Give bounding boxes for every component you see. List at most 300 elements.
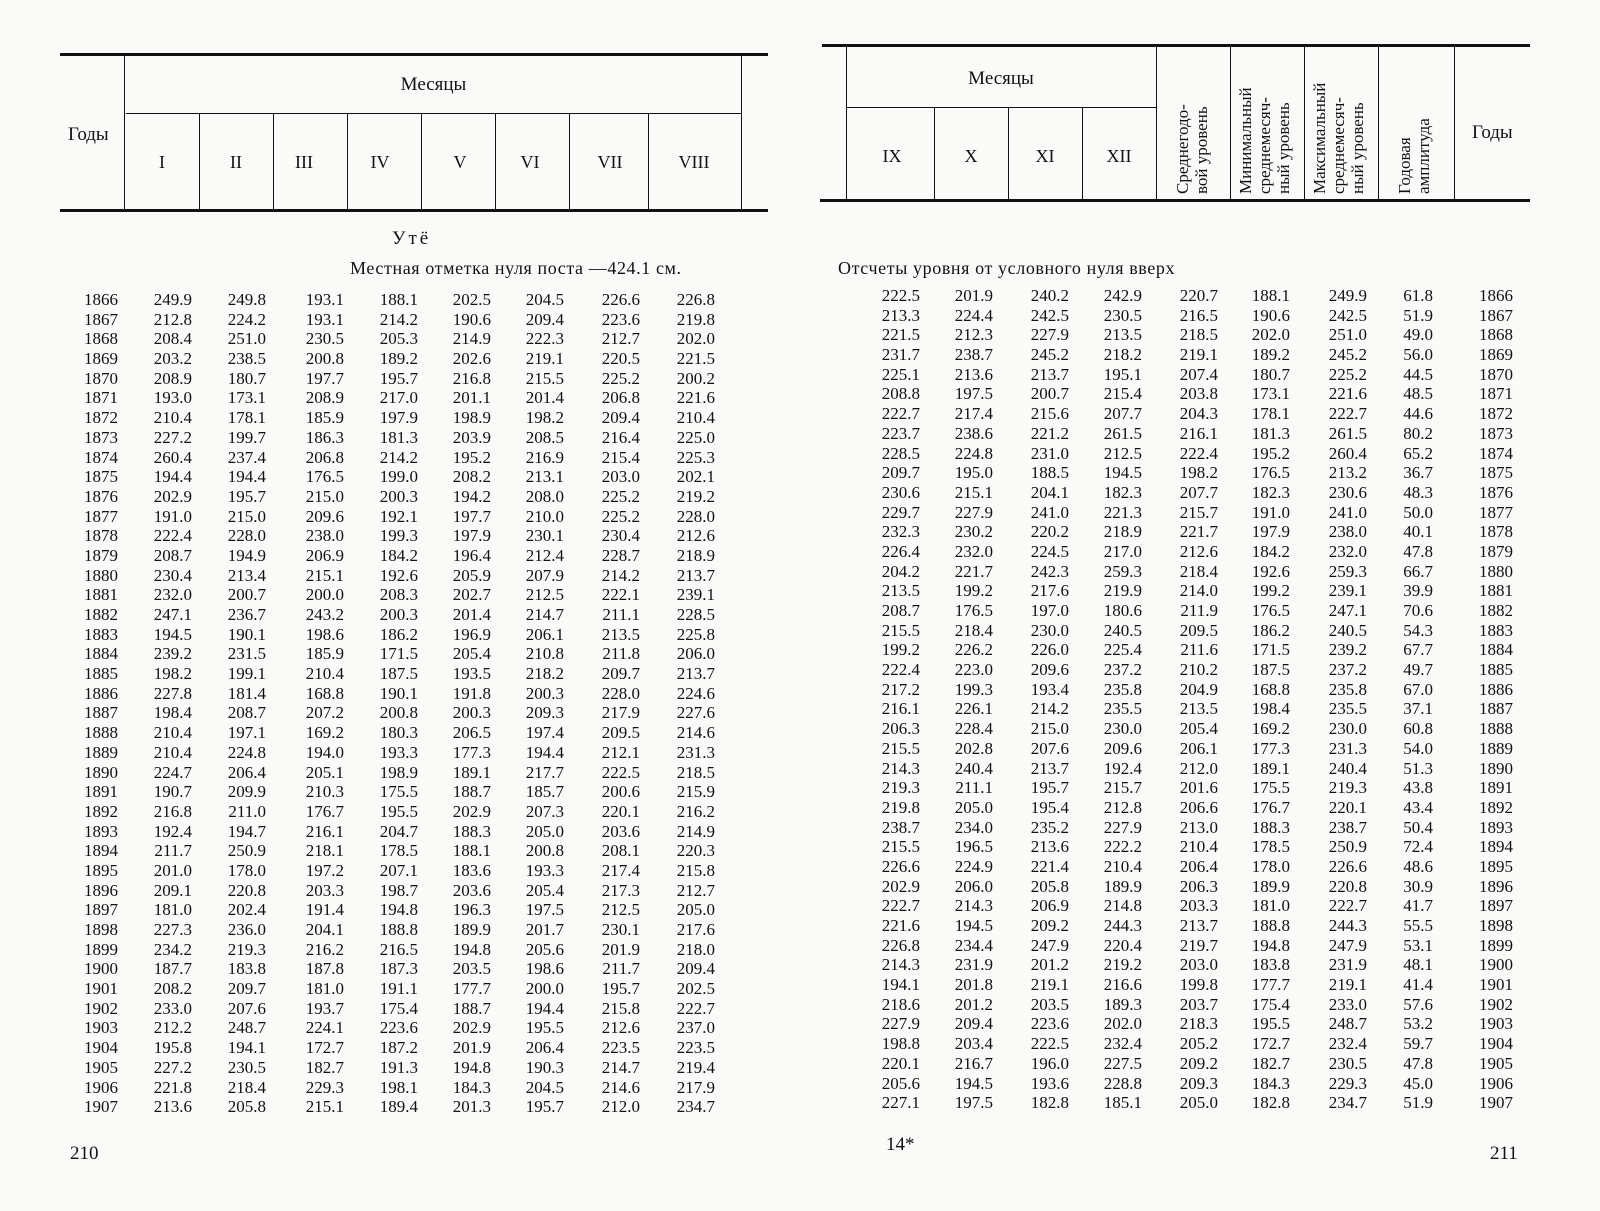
table-cell: 193.5 [452, 664, 491, 684]
table-cell: 197.9 [379, 408, 418, 428]
table-cell: 193.3 [379, 742, 418, 762]
table-cell: 219.3 [227, 939, 266, 959]
col-divider [1378, 47, 1379, 199]
table-cell: 199.0 [379, 467, 418, 487]
table-cell: 208.2 [153, 979, 192, 999]
table-cell: 200.3 [379, 486, 418, 506]
table-cell: 237.2 [1103, 660, 1142, 680]
table-cell: 47.8 [1403, 541, 1433, 561]
table-cell: 1906 [84, 1077, 118, 1097]
table-cell: 30.9 [1403, 876, 1433, 896]
table-cell: 201.4 [525, 388, 564, 408]
table-cell: 1899 [84, 939, 118, 959]
table-cell: 200.7 [1030, 384, 1069, 404]
table-cell: 251.0 [227, 329, 266, 349]
table-cell: 202.4 [227, 900, 266, 920]
table-cell: 206.1 [1179, 738, 1218, 758]
month-header: X [964, 146, 978, 166]
table-row [0, 448, 800, 468]
table-cell: 233.0 [1328, 994, 1367, 1014]
table-cell: 216.4 [601, 427, 640, 447]
table-cell: 221.6 [881, 916, 920, 935]
table-cell: 226.8 [881, 935, 920, 955]
table-cell: 189.4 [379, 1097, 418, 1117]
table-cell: 181.3 [379, 427, 418, 447]
table-cell: 218.3 [1179, 1014, 1218, 1034]
table-cell: 241.0 [1030, 502, 1069, 522]
table-row [800, 798, 1600, 818]
table-cell: 231.0 [1030, 443, 1069, 463]
table-cell: 219.1 [1030, 975, 1069, 995]
table-row [0, 566, 800, 586]
table-cell: 234.7 [676, 1097, 715, 1117]
table-cell: 216.5 [1179, 305, 1218, 325]
table-cell: 183.8 [1251, 955, 1290, 975]
table-cell: 221.2 [1030, 423, 1069, 443]
table-cell: 220.5 [601, 349, 640, 369]
table-cell: 214.2 [379, 309, 418, 329]
table-cell: 187.2 [379, 1038, 418, 1058]
table-cell: 197.9 [1251, 522, 1290, 542]
table-cell: 182.8 [1030, 1093, 1069, 1113]
table-row [0, 408, 800, 428]
table-cell: 1883 [84, 624, 118, 644]
table-cell: 206.0 [954, 876, 993, 896]
table-row [0, 1038, 800, 1058]
table-row [0, 585, 800, 605]
table-cell: 178.5 [379, 841, 418, 861]
table-cell: 176.5 [954, 601, 993, 620]
table-cell: 247.9 [1328, 935, 1367, 955]
table-cell: 48.1 [1403, 955, 1433, 975]
table-cell: 208.3 [379, 585, 418, 605]
table-cell: 205.2 [1179, 1034, 1218, 1054]
table-cell: 209.7 [881, 463, 920, 483]
table-cell: 181.0 [1251, 896, 1290, 916]
table-cell: 237.2 [1328, 660, 1367, 680]
table-cell: 222.2 [1103, 837, 1142, 857]
table-cell: 1904 [84, 1038, 118, 1058]
table-cell: 212.4 [525, 545, 564, 565]
table-cell: 198.1 [379, 1077, 418, 1097]
table-cell: 49.0 [1403, 325, 1433, 345]
table-cell: 221.5 [676, 349, 715, 369]
table-cell: 242.5 [1328, 305, 1367, 325]
table-cell: 208.4 [153, 329, 192, 349]
table-cell: 208.7 [153, 545, 192, 565]
table-cell: 227.9 [881, 1014, 920, 1034]
table-cell: 202.0 [1103, 1014, 1142, 1034]
table-cell: 193.7 [305, 998, 344, 1018]
table-cell: 1885 [1479, 660, 1513, 680]
col-divider [124, 56, 125, 209]
table-cell: 201.4 [452, 605, 491, 624]
table-cell: 213.7 [676, 565, 715, 585]
month-header: XI [1035, 146, 1055, 166]
table-cell: 210.3 [305, 782, 344, 802]
table-cell: 1900 [1479, 955, 1513, 975]
table-cell: 234.4 [954, 935, 993, 955]
table-cell: 205.4 [1179, 719, 1218, 739]
table-cell: 207.4 [1179, 364, 1218, 384]
table-cell: 205.1 [305, 762, 344, 782]
table-row [800, 463, 1600, 483]
table-cell: 198.7 [379, 880, 418, 900]
table-cell: 202.5 [676, 979, 715, 999]
table-cell: 217.3 [601, 880, 640, 900]
table-cell: 247.9 [1030, 935, 1069, 955]
table-cell: 213.7 [1030, 364, 1069, 384]
table-cell: 230.5 [1328, 1053, 1367, 1073]
table-cell: 219.3 [881, 778, 920, 798]
table-row [800, 1054, 1600, 1074]
right-data-table [800, 286, 1600, 1113]
table-cell: 259.3 [1103, 561, 1142, 581]
table-cell: 196.5 [954, 837, 993, 857]
table-cell: 232.3 [881, 522, 920, 542]
table-cell: 218.4 [954, 620, 993, 640]
table-cell: 232.0 [954, 541, 993, 561]
table-cell: 231.9 [954, 955, 993, 975]
table-cell: 1884 [1479, 640, 1513, 660]
table-cell: 232.4 [1328, 1034, 1367, 1054]
table-cell: 197.5 [954, 1093, 993, 1113]
table-cell: 224.8 [227, 742, 266, 762]
table-cell: 1866 [84, 290, 118, 309]
table-cell: 222.1 [601, 585, 640, 605]
table-cell: 1889 [84, 742, 118, 762]
table-row [800, 444, 1600, 464]
table-cell: 172.7 [305, 1038, 344, 1058]
table-cell: 1881 [84, 585, 118, 605]
table-cell: 203.5 [1030, 994, 1069, 1014]
table-cell: 208.9 [305, 388, 344, 408]
table-cell: 217.4 [601, 860, 640, 880]
table-cell: 215.9 [676, 782, 715, 802]
table-cell: 41.4 [1403, 975, 1433, 995]
table-cell: 221.3 [1103, 502, 1142, 522]
table-cell: 194.0 [305, 742, 344, 762]
header-line: Минимальный [1236, 87, 1255, 194]
table-cell: 228.5 [676, 605, 715, 624]
table-cell: 223.6 [379, 1018, 418, 1038]
table-cell: 226.4 [881, 541, 920, 561]
table-cell: 194.1 [227, 1038, 266, 1058]
table-cell: 1874 [1479, 443, 1513, 463]
table-cell: 211.7 [602, 959, 640, 979]
table-cell: 216.1 [1179, 423, 1218, 443]
table-cell: 201.0 [153, 860, 192, 880]
table-cell: 43.8 [1403, 778, 1433, 798]
table-cell: 188.1 [1251, 286, 1290, 305]
table-cell: 48.5 [1403, 384, 1433, 404]
table-cell: 215.0 [227, 506, 266, 526]
table-cell: 225.2 [1328, 364, 1367, 384]
table-cell: 190.1 [227, 624, 266, 644]
table-cell: 230.2 [954, 522, 993, 542]
table-cell: 213.6 [1030, 837, 1069, 857]
table-cell: 171.5 [379, 644, 418, 664]
table-cell: 1892 [84, 801, 118, 821]
table-cell: 221.8 [153, 1077, 192, 1097]
table-cell: 206.3 [1179, 876, 1218, 896]
table-cell: 1890 [84, 762, 118, 782]
table-cell: 188.3 [452, 821, 491, 841]
table-row [0, 388, 800, 408]
table-cell: 185.9 [305, 408, 344, 428]
table-cell: 1888 [1479, 719, 1513, 739]
table-cell: 205.0 [1179, 1093, 1218, 1113]
table-cell: 213.5 [1179, 699, 1218, 719]
table-row [800, 483, 1600, 503]
table-cell: 70.6 [1403, 601, 1433, 620]
table-cell: 202.7 [452, 585, 491, 605]
table-cell: 208.7 [227, 703, 266, 723]
signature-mark: 14* [886, 1134, 915, 1155]
table-row [800, 660, 1600, 680]
table-cell: 248.7 [1328, 1014, 1367, 1034]
table-cell: 194.7 [227, 821, 266, 841]
month-header: II [230, 152, 242, 172]
table-cell: 204.3 [1179, 404, 1218, 424]
table-cell: 222.5 [601, 762, 640, 782]
table-cell: 212.6 [601, 1018, 640, 1038]
table-cell: 220.1 [601, 801, 640, 821]
table-cell: 214.9 [452, 329, 491, 349]
table-cell: 198.2 [525, 408, 564, 428]
table-cell: 214.6 [676, 723, 715, 743]
table-cell: 215.0 [305, 486, 344, 506]
table-cell: 201.9 [954, 286, 993, 305]
table-cell: 175.5 [379, 782, 418, 802]
table-cell: 203.6 [452, 880, 491, 900]
table-cell: 238.0 [1328, 522, 1367, 542]
table-cell: 169.2 [1251, 719, 1290, 739]
table-cell: 1881 [1479, 581, 1513, 601]
table-cell: 224.4 [954, 305, 993, 325]
table-cell: 1872 [84, 408, 118, 428]
table-cell: 1906 [1479, 1073, 1513, 1093]
table-cell: 231.3 [1328, 738, 1367, 758]
table-cell: 178.5 [1251, 837, 1290, 857]
table-row [0, 329, 800, 349]
table-cell: 1889 [1479, 738, 1513, 758]
table-row [800, 936, 1600, 956]
table-cell: 238.5 [227, 349, 266, 369]
table-cell: 238.7 [954, 345, 993, 365]
table-cell: 195.0 [954, 463, 993, 483]
table-cell: 239.1 [676, 585, 715, 605]
table-cell: 261.5 [1328, 423, 1367, 443]
table-cell: 201.7 [525, 920, 564, 939]
table-cell: 1907 [1479, 1093, 1513, 1113]
table-row [800, 404, 1600, 424]
table-cell: 230.0 [1103, 719, 1142, 739]
table-cell: 201.6 [1179, 778, 1218, 798]
max-monthly-header [1310, 83, 1367, 194]
table-cell: 194.8 [452, 1057, 491, 1077]
table-cell: 184.3 [452, 1077, 491, 1097]
table-cell: 195.2 [1251, 443, 1290, 463]
table-cell: 1892 [1479, 797, 1513, 817]
table-row [800, 877, 1600, 897]
table-cell: 200.6 [601, 782, 640, 802]
table-cell: 206.5 [452, 723, 491, 743]
table-cell: 198.6 [305, 624, 344, 644]
table-cell: 194.2 [452, 486, 491, 506]
table-cell: 210.4 [676, 408, 715, 428]
table-cell: 228.7 [601, 545, 640, 565]
table-cell: 202.9 [153, 486, 192, 506]
table-cell: 226.0 [1030, 640, 1069, 660]
table-cell: 185.1 [1103, 1093, 1142, 1113]
table-cell: 184.2 [379, 545, 418, 565]
table-cell: 184.3 [1251, 1073, 1290, 1093]
table-cell: 217.0 [1103, 541, 1142, 561]
table-cell: 188.8 [379, 920, 418, 939]
table-cell: 211.1 [955, 778, 993, 798]
table-cell: 194.5 [1103, 463, 1142, 483]
table-cell: 197.0 [1030, 601, 1069, 620]
table-cell: 212.5 [1103, 443, 1142, 463]
col-divider [569, 114, 570, 209]
table-cell: 221.7 [954, 561, 993, 581]
table-cell: 206.6 [1179, 797, 1218, 817]
table-cell: 1897 [1479, 896, 1513, 916]
table-cell: 236.0 [227, 920, 266, 939]
table-cell: 40.1 [1403, 522, 1433, 542]
table-cell: 215.0 [1030, 719, 1069, 739]
table-cell: 239.1 [1328, 581, 1367, 601]
table-cell: 1890 [1479, 758, 1513, 778]
table-row [800, 542, 1600, 562]
table-cell: 187.3 [379, 959, 418, 979]
table-cell: 216.2 [676, 801, 715, 821]
table-row [800, 325, 1600, 345]
table-cell: 221.5 [881, 325, 920, 345]
table-cell: 1886 [1479, 679, 1513, 699]
table-cell: 188.7 [452, 782, 491, 802]
header-line: среднемесяч- [1329, 97, 1348, 194]
table-cell: 1905 [84, 1057, 118, 1077]
table-row [0, 763, 800, 783]
table-cell: 168.8 [305, 683, 344, 703]
table-cell: 216.1 [305, 821, 344, 841]
table-cell: 57.6 [1403, 994, 1433, 1014]
table-cell: 244.3 [1328, 916, 1367, 935]
table-cell: 215.1 [954, 482, 993, 502]
table-cell: 181.0 [153, 900, 192, 920]
table-cell: 209.4 [601, 408, 640, 428]
col-divider [741, 56, 742, 209]
table-cell: 226.6 [881, 856, 920, 876]
table-cell: 219.3 [1328, 778, 1367, 798]
table-cell: 230.4 [601, 526, 640, 546]
table-cell: 193.6 [1030, 1073, 1069, 1093]
table-cell: 196.4 [452, 545, 491, 565]
table-cell: 189.9 [1251, 876, 1290, 896]
table-row [0, 310, 800, 330]
table-cell: 219.1 [1328, 975, 1367, 995]
table-cell: 195.1 [1103, 364, 1142, 384]
table-cell: 216.6 [1103, 975, 1142, 995]
table-cell: 59.7 [1403, 1034, 1433, 1054]
table-cell: 205.6 [525, 939, 564, 959]
table-cell: 218.9 [676, 545, 715, 565]
right-page [800, 0, 1600, 1211]
table-cell: 231.9 [1328, 955, 1367, 975]
table-cell: 219.1 [525, 349, 564, 369]
table-cell: 228.0 [227, 526, 266, 546]
table-cell: 214.2 [1030, 699, 1069, 719]
table-cell: 194.8 [379, 900, 418, 920]
table-cell: 230.0 [1328, 719, 1367, 739]
table-cell: 227.6 [676, 703, 715, 723]
table-cell: 200.8 [379, 703, 418, 723]
table-cell: 215.5 [881, 620, 920, 640]
table-cell: 195.7 [227, 486, 266, 506]
table-cell: 227.2 [153, 1057, 192, 1077]
table-cell: 215.5 [881, 837, 920, 857]
table-row [0, 467, 800, 487]
table-cell: 1871 [84, 388, 118, 408]
table-cell: 201.3 [452, 1097, 491, 1117]
table-row [0, 349, 800, 369]
table-cell: 199.2 [1251, 581, 1290, 601]
table-cell: 189.1 [1251, 758, 1290, 778]
table-cell: 214.3 [954, 896, 993, 916]
table-cell: 240.4 [1328, 758, 1367, 778]
table-cell: 202.9 [452, 801, 491, 821]
table-cell: 205.3 [379, 329, 418, 349]
table-cell: 222.7 [676, 998, 715, 1018]
table-cell: 225.2 [601, 486, 640, 506]
table-cell: 209.2 [1179, 1053, 1218, 1073]
table-cell: 197.7 [452, 506, 491, 526]
table-cell: 200.8 [525, 841, 564, 861]
table-cell: 1872 [1479, 404, 1513, 424]
table-cell: 231.3 [676, 742, 715, 762]
table-cell: 1878 [84, 526, 118, 546]
table-cell: 213.5 [881, 581, 920, 601]
table-cell: 206.4 [525, 1038, 564, 1058]
table-cell: 191.3 [379, 1057, 418, 1077]
table-cell: 203.7 [1179, 994, 1218, 1014]
table-cell: 199.2 [881, 640, 920, 660]
table-cell: 198.6 [525, 959, 564, 979]
table-cell: 190.6 [452, 309, 491, 329]
table-cell: 239.2 [1328, 640, 1367, 660]
table-cell: 225.3 [676, 447, 715, 467]
table-cell: 194.5 [153, 624, 192, 644]
table-cell: 216.8 [452, 368, 491, 388]
table-cell: 213.3 [881, 305, 920, 325]
table-cell: 230.5 [227, 1057, 266, 1077]
table-cell: 1887 [1479, 699, 1513, 719]
table-cell: 1887 [84, 703, 118, 723]
table-cell: 214.7 [525, 605, 564, 624]
table-cell: 214.0 [1179, 581, 1218, 601]
table-row [800, 1074, 1600, 1094]
table-cell: 203.3 [1179, 896, 1218, 916]
table-cell: 222.7 [881, 896, 920, 916]
table-cell: 200.3 [452, 703, 491, 723]
table-cell: 217.6 [676, 920, 715, 939]
table-cell: 182.8 [1251, 1093, 1290, 1113]
table-row [0, 546, 800, 566]
table-cell: 221.7 [1179, 522, 1218, 542]
table-cell: 189.9 [452, 920, 491, 939]
